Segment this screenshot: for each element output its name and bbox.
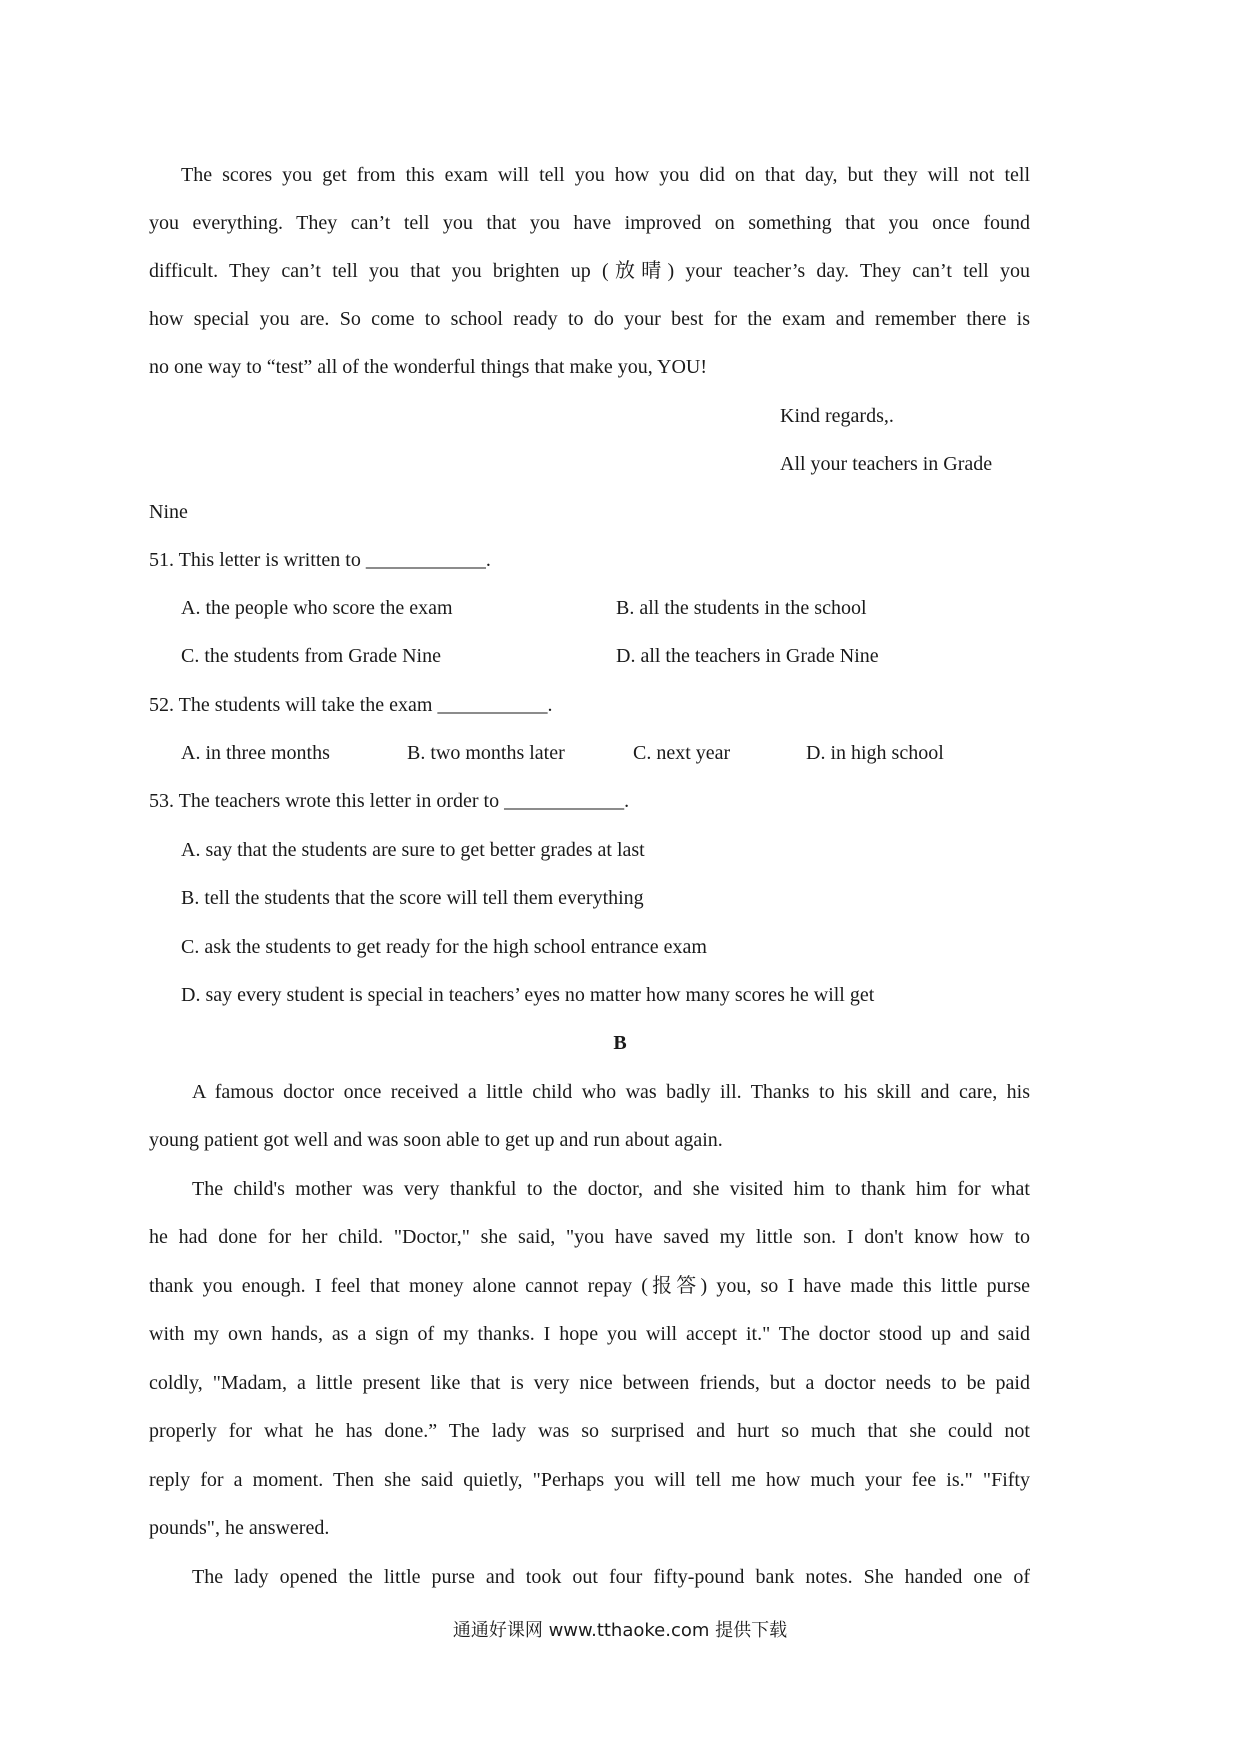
section-b-heading: B: [613, 1032, 627, 1054]
closing: Kind regards,.: [780, 405, 894, 427]
question-53-option-d: D. say every student is special in teachers’ eyes no matter how many scores he will get: [181, 984, 875, 1006]
passage-a-line-4: how special you are. So come to school ready to do your best for the exam and remember there is: [149, 308, 1030, 330]
question-52-option-a: A. in three months: [181, 742, 330, 764]
question-51-option-a: A. the people who score the exam: [181, 597, 453, 619]
question-51-option-c: C. the students from Grade Nine: [181, 645, 441, 667]
passage-b-line-1: A famous doctor once received a little child who was badly ill. Thanks to his skill and care, his: [192, 1081, 1030, 1103]
passage-b-line-10: pounds", he answered.: [149, 1517, 330, 1539]
passage-a-line-3: difficult. They can’t tell you that you brighten up (放晴) your teacher’s day. They can’t tell you: [149, 260, 1030, 282]
question-51-option-b: B. all the students in the school: [616, 597, 867, 619]
question-52-option-b: B. two months later: [407, 742, 565, 764]
question-52-stem: 52. The students will take the exam ___________.: [149, 694, 553, 716]
signature: All your teachers in Grade: [780, 453, 993, 475]
passage-b-line-7: coldly, "Madam, a little present like that is very nice between friends, but a doctor needs to be paid: [149, 1372, 1030, 1394]
passage-b-line-6: with my own hands, as a sign of my thanks. I hope you will accept it." The doctor stood up and said: [149, 1323, 1030, 1345]
question-53-option-c: C. ask the students to get ready for the high school entrance exam: [181, 936, 707, 958]
passage-b-line-11: The lady opened the little purse and took out four fifty-pound bank notes. She handed one of: [192, 1566, 1030, 1588]
passage-a-line-5: no one way to “test” all of the wonderful things that make you, YOU!: [149, 356, 708, 378]
passage-b-line-2: young patient got well and was soon able to get up and run about again.: [149, 1129, 723, 1151]
passage-b-line-3: The child's mother was very thankful to the doctor, and she visited him to thank him for what: [192, 1178, 1030, 1200]
question-53-stem: 53. The teachers wrote this letter in order to ____________.: [149, 790, 630, 812]
question-52-option-d: D. in high school: [806, 742, 944, 764]
passage-b-line-9: reply for a moment. Then she said quietly, "Perhaps you will tell me how much your fee is." "Fifty: [149, 1469, 1030, 1491]
passage-a-line-2: you everything. They can’t tell you that you have improved on something that you once found: [149, 212, 1030, 234]
passage-a-line-1: The scores you get from this exam will tell you how you did on that day, but they will not tell: [181, 164, 1030, 186]
signature-continued: Nine: [149, 501, 188, 523]
question-51-stem: 51. This letter is written to ____________.: [149, 549, 491, 571]
passage-b-line-5: thank you enough. I feel that money alone cannot repay (报答) you, so I have made this little purse: [149, 1275, 1030, 1297]
question-51-option-d: D. all the teachers in Grade Nine: [616, 645, 879, 667]
question-53-option-a: A. say that the students are sure to get better grades at last: [181, 839, 645, 861]
passage-b-line-4: he had done for her child. "Doctor," she said, "you have saved my little son. I don't know how to: [149, 1226, 1030, 1248]
page-footer: 通通好课网 www.tthaoke.com 提供下载: [452, 1620, 788, 1641]
question-53-option-b: B. tell the students that the score will tell them everything: [181, 887, 644, 909]
passage-b-line-8: properly for what he has done.” The lady was so surprised and hurt so much that she could not: [149, 1420, 1030, 1442]
question-52-option-c: C. next year: [633, 742, 731, 764]
